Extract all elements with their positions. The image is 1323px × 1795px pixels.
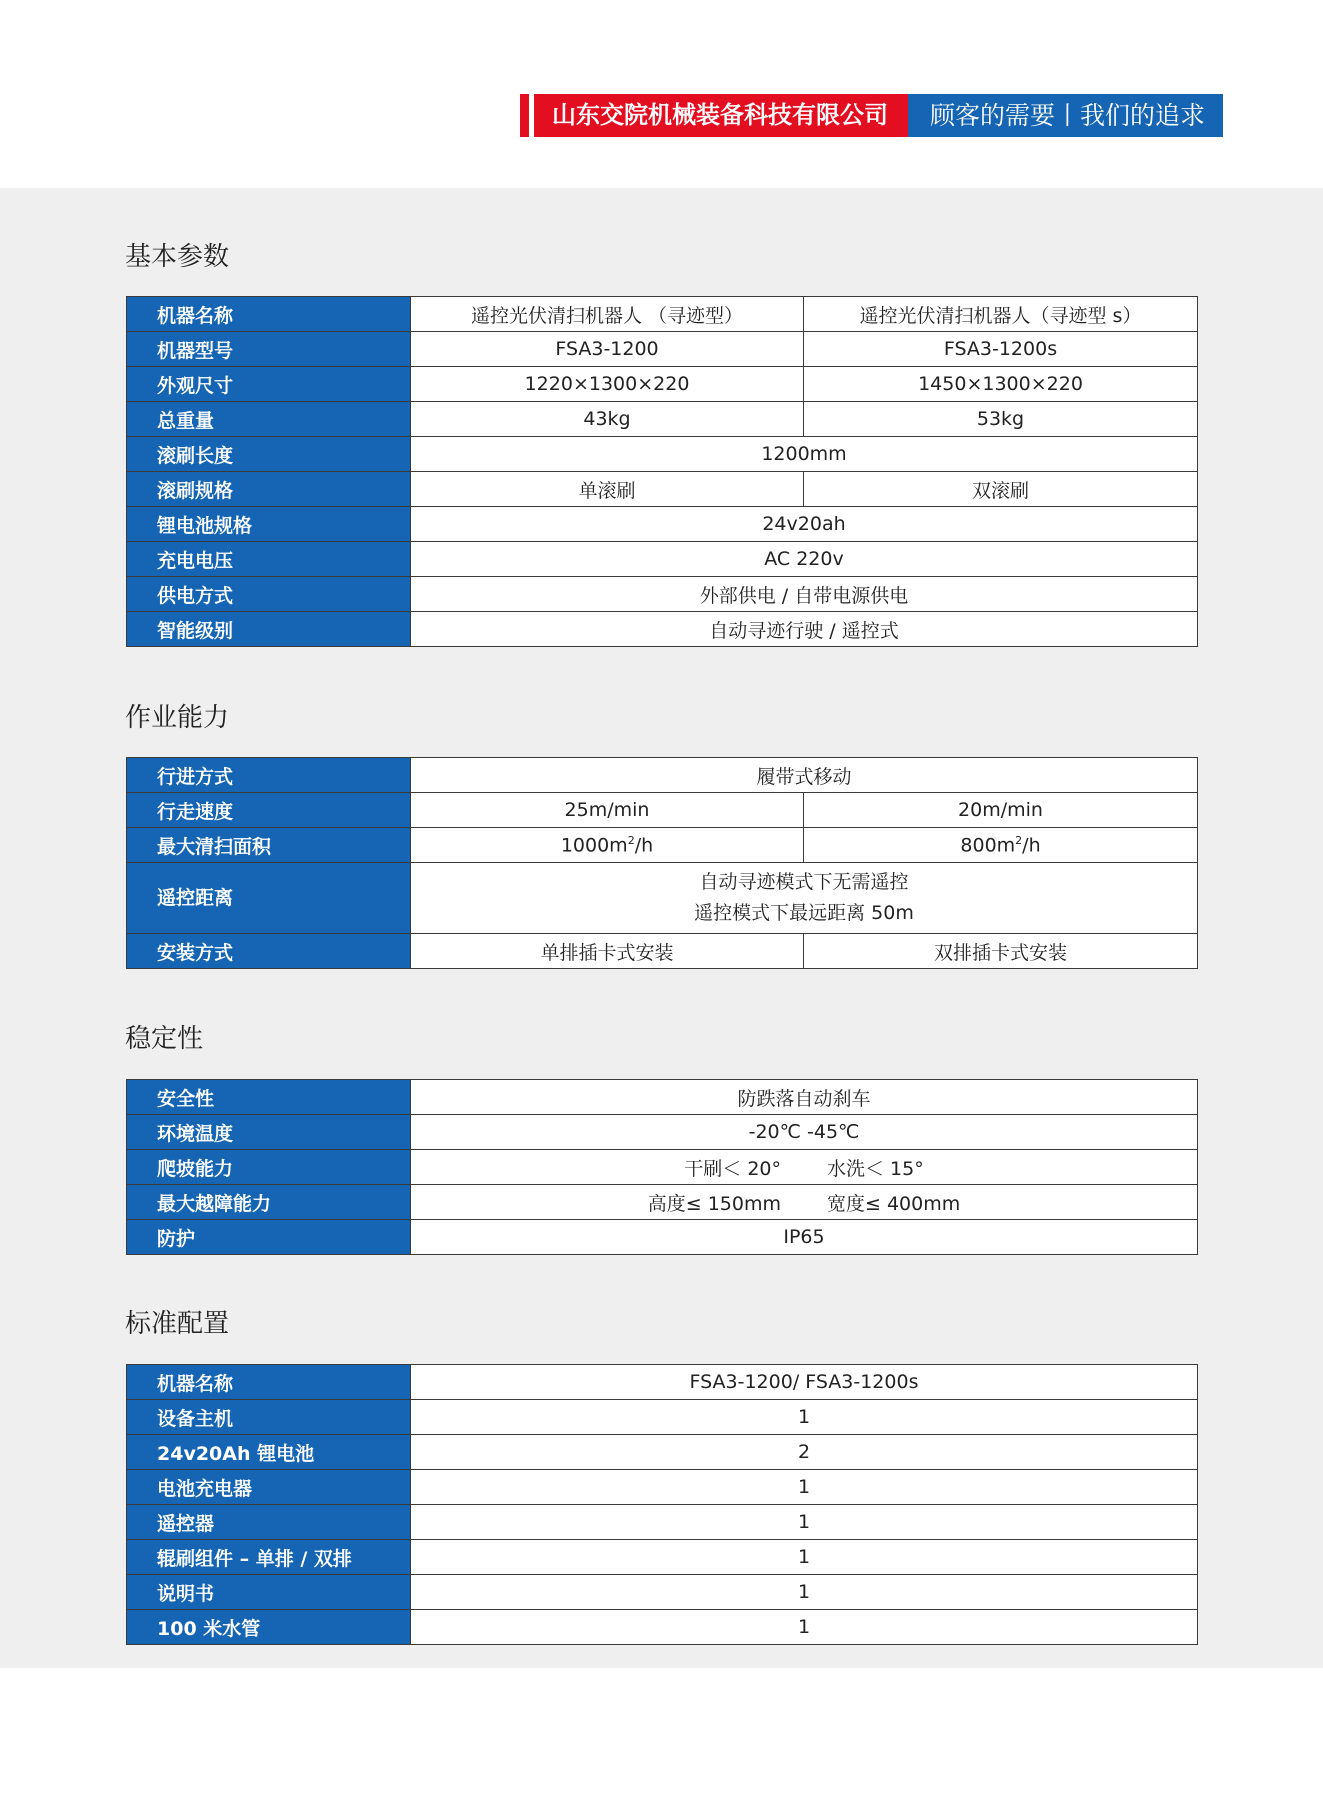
cell-value: 防跌落自动刹车 [411,1080,1198,1115]
table-row [127,472,1198,507]
cell-value: 1 [411,1400,1198,1435]
basic-params-table [126,296,1198,647]
cell-value: 2 [411,1435,1198,1470]
cell-value: FSA3-1200 [411,332,804,367]
row-label: 最大清扫面积 [127,828,411,863]
cell-value: 1220×1300×220 [411,367,804,402]
table-row [127,793,1198,828]
banner-accent-bar [520,94,529,137]
table-row [127,758,1198,793]
row-label: 安全性 [127,1080,411,1115]
cell-line: 遥控模式下最远距离 50m [694,902,914,924]
row-label: 爬坡能力 [127,1150,411,1185]
cell-value: 25m/min [411,793,804,828]
table-row [127,1115,1198,1150]
row-label: 锂电池规格 [127,507,411,542]
table-row [127,1220,1198,1255]
cell-value: 外部供电 / 自带电源供电 [411,577,1198,612]
table-row [127,1540,1198,1575]
cell-value: 遥控光伏清扫机器人 （寻迹型） [411,297,804,332]
row-label: 行走速度 [127,793,411,828]
unit-superscript: 2 [1015,833,1023,847]
row-label: 电池充电器 [127,1470,411,1505]
cell-value: FSA3-1200s [804,332,1198,367]
table-row [127,1610,1198,1645]
row-label: 防护 [127,1220,411,1255]
table-row [127,1185,1198,1220]
row-label: 机器名称 [127,1365,411,1400]
row-label: 充电电压 [127,542,411,577]
cell-value: 单排插卡式安装 [411,934,804,969]
table-row [127,828,1198,863]
cell-value: 自动寻迹行驶 / 遥控式 [411,612,1198,647]
stability-table [126,1079,1198,1255]
table-row [127,1400,1198,1435]
cell-value: 双排插卡式安装 [804,934,1198,969]
table-row [127,1080,1198,1115]
cell-value [411,1150,1198,1185]
table-row [127,1470,1198,1505]
cell-value: FSA3-1200/ FSA3-1200s [411,1365,1198,1400]
row-label: 设备主机 [127,1400,411,1435]
cell-value: 1200mm [411,437,1198,472]
table-row [127,1505,1198,1540]
cell-value: 履带式移动 [411,758,1198,793]
cell-value: 1 [411,1505,1198,1540]
cell-part: 干刷＜ 20° [684,1157,781,1180]
cell-value: IP65 [411,1220,1198,1255]
unit-superscript: 2 [627,833,635,847]
table-row [127,934,1198,969]
table-row [127,1365,1198,1400]
row-label: 滚刷规格 [127,472,411,507]
standard-config-table [126,1364,1198,1645]
table-row [127,1150,1198,1185]
row-label: 辊刷组件 – 单排 / 双排 [127,1540,411,1575]
table-row [127,542,1198,577]
row-label: 24v20Ah 锂电池 [127,1435,411,1470]
area-value: 1000m [560,834,628,857]
cell-value [411,863,1198,934]
cell-value: 24v20ah [411,507,1198,542]
table-row [127,612,1198,647]
row-label: 外观尺寸 [127,367,411,402]
row-label: 机器名称 [127,297,411,332]
cell-value [411,1185,1198,1220]
cell-value: AC 220v [411,542,1198,577]
cell-value: 1 [411,1470,1198,1505]
cell-line: 自动寻迹模式下无需遥控 [699,871,909,893]
row-label: 100 米水管 [127,1610,411,1645]
work-capacity-table [126,757,1198,969]
row-label: 说明书 [127,1575,411,1610]
company-slogan: 顾客的需要丨我们的追求 [908,94,1223,137]
area-unit: /h [1022,834,1041,857]
row-label: 供电方式 [127,577,411,612]
section-title-basic: 基本参数 [125,242,230,272]
row-label: 智能级别 [127,612,411,647]
cell-value: 1450×1300×220 [804,367,1198,402]
table-row [127,402,1198,437]
row-label: 最大越障能力 [127,1185,411,1220]
table-row [127,863,1198,934]
table-row [127,297,1198,332]
cell-value: 53kg [804,402,1198,437]
row-label: 安装方式 [127,934,411,969]
area-value: 800m [960,834,1016,857]
row-label: 遥控器 [127,1505,411,1540]
cell-value: 1 [411,1540,1198,1575]
area-unit: /h [634,834,654,857]
table-row [127,577,1198,612]
cell-value: 单滚刷 [411,472,804,507]
cell-value: 遥控光伏清扫机器人（寻迹型 s） [804,297,1198,332]
cell-part: 宽度≤ 400mm [827,1192,961,1215]
table-row [127,507,1198,542]
cell-value: 双滚刷 [804,472,1198,507]
row-label: 滚刷长度 [127,437,411,472]
section-title-stability: 稳定性 [125,1024,204,1054]
cell-value: -20℃ -45℃ [411,1115,1198,1150]
company-name: 山东交院机械装备科技有限公司 [534,94,908,137]
row-label: 环境温度 [127,1115,411,1150]
cell-value: 1 [411,1610,1198,1645]
table-row [127,332,1198,367]
cell-part: 水洗＜ 15° [827,1157,924,1180]
cell-value [804,828,1198,863]
section-title-work: 作业能力 [125,703,230,733]
cell-value: 43kg [411,402,804,437]
table-row [127,1575,1198,1610]
cell-value: 20m/min [804,793,1198,828]
cell-part: 高度≤ 150mm [647,1192,781,1215]
row-label: 行进方式 [127,758,411,793]
company-banner [520,94,1223,137]
table-row [127,437,1198,472]
section-title-config: 标准配置 [125,1309,230,1339]
table-row [127,1435,1198,1470]
cell-value: 1 [411,1575,1198,1610]
cell-value [411,828,804,863]
row-label: 遥控距离 [127,863,411,934]
row-label: 机器型号 [127,332,411,367]
table-row [127,367,1198,402]
row-label: 总重量 [127,402,411,437]
